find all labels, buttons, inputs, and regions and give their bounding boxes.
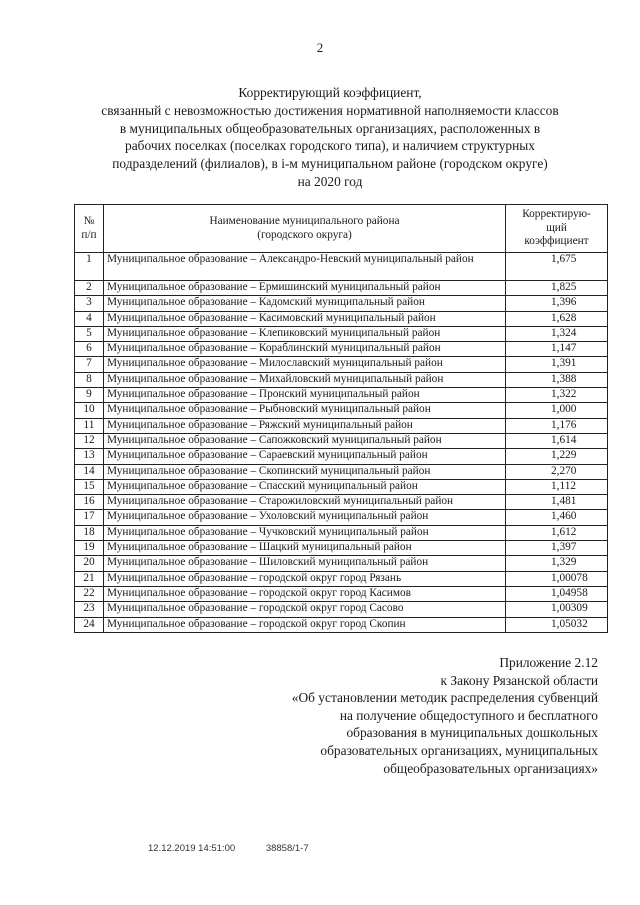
appendix-line: образования в муниципальных дошкольных (346, 725, 598, 741)
appendix-reference (238, 654, 598, 777)
table-row (75, 372, 608, 387)
table-row (75, 556, 608, 571)
row-value: 1,147 (506, 342, 608, 357)
row-value: 1,322 (506, 388, 608, 403)
row-number: 12 (75, 433, 104, 448)
row-value: 1,329 (506, 556, 608, 571)
footer-timestamp: 12.12.2019 14:51:00 (148, 843, 236, 854)
appendix-line: Приложение 2.12 (499, 655, 598, 670)
table-header-row (75, 205, 608, 253)
table-row (75, 342, 608, 357)
title-line: рабочих поселках (поселках городского типа), и наличием структурных (125, 138, 535, 154)
row-value: 1,397 (506, 541, 608, 556)
row-name: Муниципальное образование – Кораблинский муниципальный район (104, 342, 506, 357)
table-row (75, 281, 608, 296)
row-value: 1,481 (506, 495, 608, 510)
row-value: 1,612 (506, 525, 608, 540)
table-row (75, 510, 608, 525)
row-value: 2,270 (506, 464, 608, 479)
row-number: 10 (75, 403, 104, 418)
row-value: 1,460 (506, 510, 608, 525)
table-row (75, 388, 608, 403)
row-value: 1,675 (506, 253, 608, 281)
row-number: 8 (75, 372, 104, 387)
title-line: на 2020 год (297, 173, 363, 189)
header-num: № п/п (75, 205, 104, 253)
row-name: Муниципальное образование – Ермишинский муниципальный район (104, 281, 506, 296)
table-row (75, 418, 608, 433)
appendix-line: к Закону Рязанской области (440, 672, 598, 688)
row-value: 1,112 (506, 479, 608, 494)
appendix-line: на получение общедоступного и бесплатного (339, 707, 598, 723)
row-name: Муниципальное образование – Шацкий муниципальный район (104, 541, 506, 556)
row-number: 13 (75, 449, 104, 464)
row-number: 9 (75, 388, 104, 403)
row-name: Муниципальное образование – Ряжский муниципальный район (104, 418, 506, 433)
footer (148, 843, 337, 854)
table-row (75, 403, 608, 418)
header-name: Наименование муниципального района (городского округа) (104, 205, 506, 253)
row-number: 4 (75, 311, 104, 326)
table-row (75, 253, 608, 281)
row-number: 5 (75, 326, 104, 341)
table-row (75, 541, 608, 556)
table-row (75, 479, 608, 494)
row-name: Муниципальное образование – городской округ город Касимов (104, 586, 506, 601)
row-value: 1,324 (506, 326, 608, 341)
row-name: Муниципальное образование – Клепиковский муниципальный район (104, 326, 506, 341)
row-value: 1,614 (506, 433, 608, 448)
row-number: 20 (75, 556, 104, 571)
row-number: 23 (75, 602, 104, 617)
table-row (75, 602, 608, 617)
row-value: 1,396 (506, 296, 608, 311)
row-number: 1 (75, 253, 104, 281)
table-row (75, 296, 608, 311)
row-value: 1,04958 (506, 586, 608, 601)
row-value: 1,00078 (506, 571, 608, 586)
table-row (75, 571, 608, 586)
row-number: 11 (75, 418, 104, 433)
row-name: Муниципальное образование – Пронский муниципальный район (104, 388, 506, 403)
appendix-line: «Об установлении методик распределения субвенций (291, 690, 598, 706)
row-number: 14 (75, 464, 104, 479)
table-row (75, 464, 608, 479)
title-line: подразделений (филиалов), в i-м муниципальном районе (городском округе) (112, 156, 548, 172)
row-value: 1,628 (506, 311, 608, 326)
title-line: связанный с невозможностью достижения нормативной наполняемости классов (101, 102, 559, 118)
row-number: 17 (75, 510, 104, 525)
row-number: 2 (75, 281, 104, 296)
row-value: 1,825 (506, 281, 608, 296)
row-name: Муниципальное образование – Милославский муниципальный район (104, 357, 506, 372)
row-number: 16 (75, 495, 104, 510)
row-name: Муниципальное образование – Скопинский муниципальный район (104, 464, 506, 479)
row-value: 1,229 (506, 449, 608, 464)
row-number: 24 (75, 617, 104, 632)
title-line: в муниципальных общеобразовательных организациях, расположенных в (119, 120, 541, 136)
table-row (75, 495, 608, 510)
row-number: 21 (75, 571, 104, 586)
document-title (80, 84, 580, 191)
row-value: 1,000 (506, 403, 608, 418)
row-number: 15 (75, 479, 104, 494)
row-number: 6 (75, 342, 104, 357)
row-number: 19 (75, 541, 104, 556)
title-line: Корректирующий коэффициент, (238, 85, 422, 100)
row-name: Муниципальное образование – городской округ город Сасово (104, 602, 506, 617)
row-name: Муниципальное образование – Сапожковский муниципальный район (104, 433, 506, 448)
row-name: Муниципальное образование – городской округ город Рязань (104, 571, 506, 586)
row-name: Муниципальное образование – Сараевский муниципальный район (104, 449, 506, 464)
row-name: Муниципальное образование – Александро-Невский муниципальный район (104, 253, 506, 281)
row-name: Муниципальное образование – Чучковский муниципальный район (104, 525, 506, 540)
table-row (75, 449, 608, 464)
row-number: 22 (75, 586, 104, 601)
table-row (75, 433, 608, 448)
appendix-line: образовательных организациях, муниципальных (320, 742, 598, 758)
row-name: Муниципальное образование – Кадомский муниципальный район (104, 296, 506, 311)
page-number: 2 (316, 40, 324, 55)
footer-doc-id: 38858/1-7 (265, 843, 309, 854)
table-row (75, 357, 608, 372)
row-value: 1,05032 (506, 617, 608, 632)
row-name: Муниципальное образование – Ухоловский муниципальный район (104, 510, 506, 525)
table-row (75, 617, 608, 632)
table-row (75, 311, 608, 326)
coefficient-table (74, 204, 608, 633)
row-number: 3 (75, 296, 104, 311)
row-value: 1,00309 (506, 602, 608, 617)
row-name: Муниципальное образование – городской округ город Скопин (104, 617, 506, 632)
row-value: 1,388 (506, 372, 608, 387)
row-number: 18 (75, 525, 104, 540)
row-number: 7 (75, 357, 104, 372)
table-row (75, 326, 608, 341)
row-value: 1,391 (506, 357, 608, 372)
row-name: Муниципальное образование – Шиловский муниципальный район (104, 556, 506, 571)
row-name: Муниципальное образование – Касимовский муниципальный район (104, 311, 506, 326)
row-name: Муниципальное образование – Михайловский муниципальный район (104, 372, 506, 387)
appendix-line: общеобразовательных организациях» (383, 760, 598, 776)
row-name: Муниципальное образование – Старожиловский муниципальный район (104, 495, 506, 510)
row-name: Муниципальное образование – Рыбновский муниципальный район (104, 403, 506, 418)
table-row (75, 525, 608, 540)
table-body (75, 253, 608, 633)
header-value: Корректирую- щий коэффициент (506, 205, 608, 253)
row-value: 1,176 (506, 418, 608, 433)
table-row (75, 586, 608, 601)
row-name: Муниципальное образование – Спасский муниципальный район (104, 479, 506, 494)
